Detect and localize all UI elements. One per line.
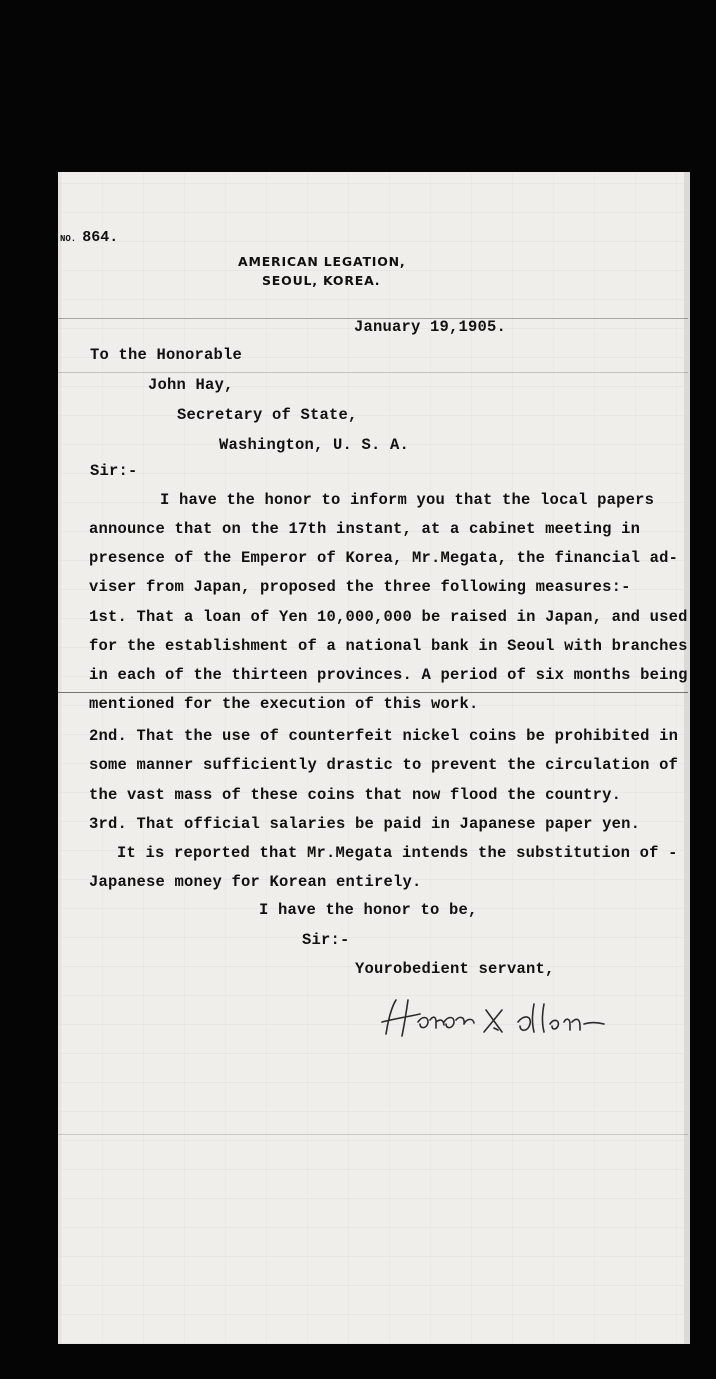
address-line: John Hay, (148, 376, 234, 394)
body-line: 2nd. That the use of counterfeit nickel coins be prohibited in (89, 727, 679, 745)
address-line: Secretary of State, (177, 406, 358, 424)
document-number-value: 864. (82, 229, 119, 246)
body-line: the vast mass of these coins that now flood the country. (89, 786, 622, 804)
body-line: It is reported that Mr.Megata intends the substitution of - (117, 844, 678, 862)
body-line: I have the honor to inform you that the local papers (160, 491, 655, 509)
address-line: To the Honorable (90, 346, 243, 364)
film-scratch (58, 1134, 688, 1135)
letter-date: January 19,1905. (354, 318, 507, 336)
document-number-prefix: NO. (60, 234, 77, 244)
closing-line: Yourobedient servant, (355, 960, 555, 978)
closing-line: Sir:- (302, 931, 350, 949)
body-line: 3rd. That official salaries be paid in Japanese paper yen. (89, 815, 641, 833)
film-scratch (58, 372, 688, 373)
body-line: for the establishment of a national bank in Seoul with branches (89, 637, 688, 655)
letterhead-line-2: SEOUL, KOREA. (262, 273, 381, 288)
body-line: presence of the Emperor of Korea, Mr.Megata, the financial ad- (89, 549, 679, 567)
body-line: viser from Japan, proposed the three following measures:- (89, 578, 631, 596)
film-scratch (58, 692, 688, 693)
address-line: Washington, U. S. A. (219, 436, 410, 454)
salutation: Sir:- (90, 462, 138, 480)
body-line: Japanese money for Korean entirely. (89, 873, 422, 891)
body-line: 1st. That a loan of Yen 10,000,000 be raised in Japan, and used (89, 608, 688, 626)
handwritten-signature (378, 992, 640, 1042)
body-line: some manner sufficiently drastic to prevent the circulation of (89, 756, 679, 774)
document-number (60, 228, 118, 246)
letterhead-line-1: AMERICAN LEGATION, (238, 254, 406, 269)
body-line: in each of the thirteen provinces. A period of six months being (89, 666, 688, 684)
closing-line: I have the honor to be, (259, 901, 478, 919)
body-line: mentioned for the execution of this work. (89, 695, 479, 713)
body-line: announce that on the 17th instant, at a cabinet meeting in (89, 520, 641, 538)
